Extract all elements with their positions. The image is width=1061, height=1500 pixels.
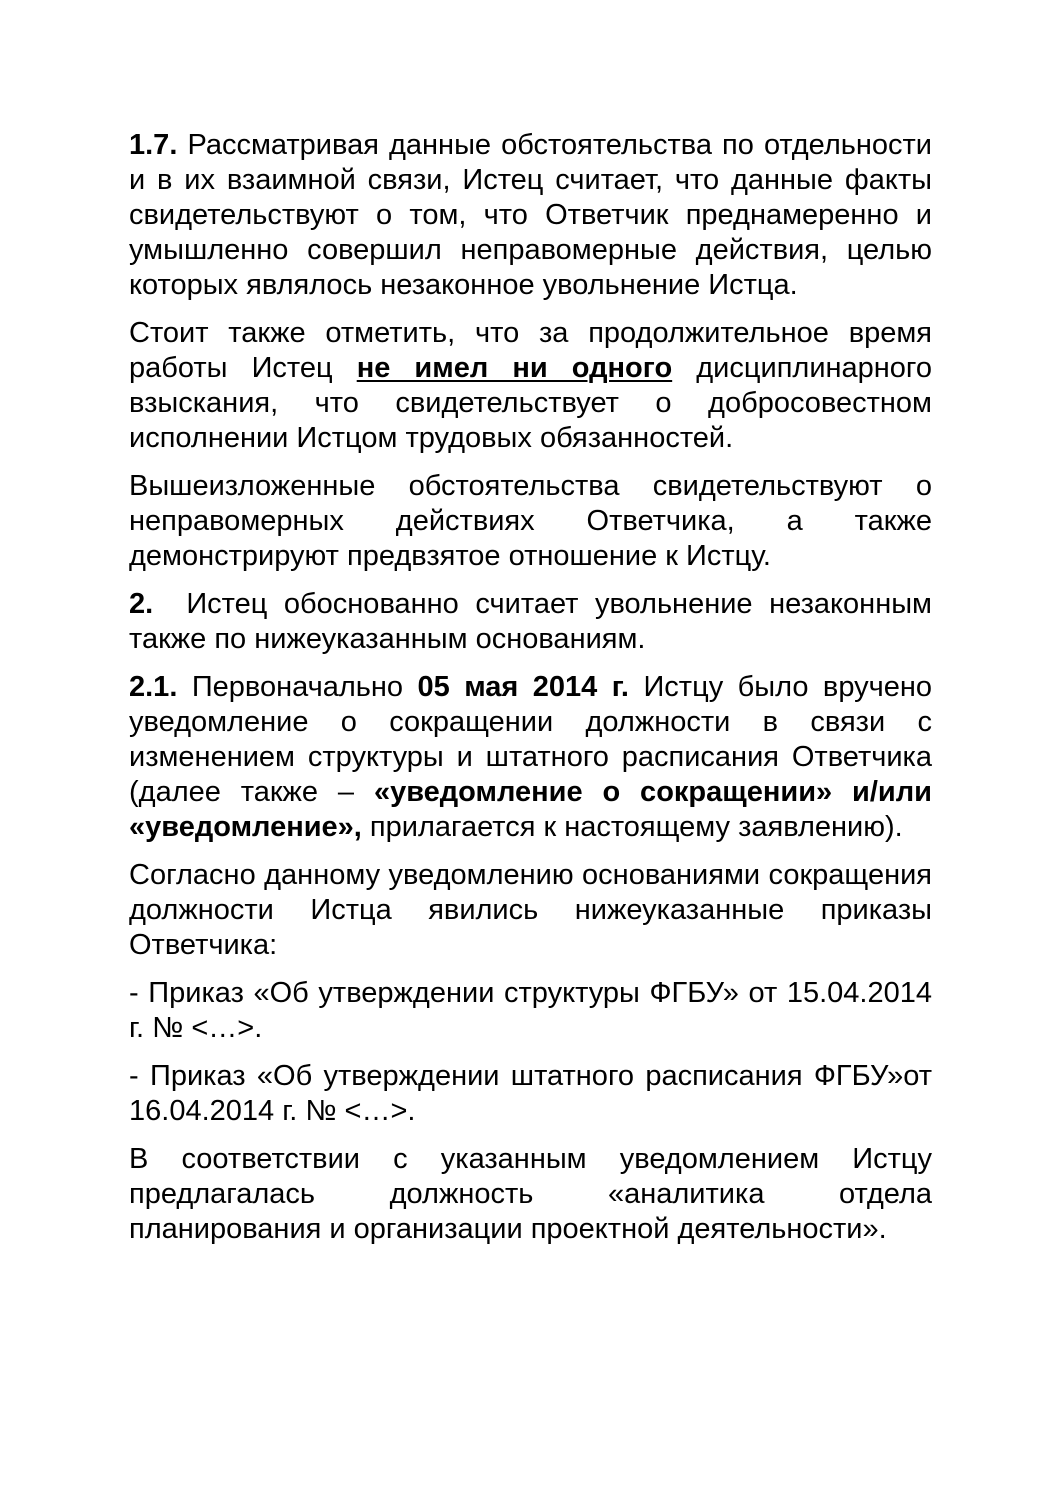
section-number: 2.1. <box>129 671 178 703</box>
paragraph-text: Первоначально <box>177 671 418 703</box>
paragraph-text: Вышеизложенные обстоятельства свидетельствуют о неправомерных действиях Ответчика, а также демонстрируют предвзятое отношение к Истцу. <box>129 470 932 572</box>
paragraph-basis <box>129 858 932 963</box>
paragraph-2-1 <box>129 670 932 845</box>
paragraph-text: - Приказ «Об утверждении штатного расписания ФГБУ»от 16.04.2014 г. № <…>. <box>129 1060 932 1127</box>
paragraph-disciplinary-note <box>129 316 932 456</box>
paragraph-2 <box>129 587 941 657</box>
paragraph-text: В соответствии с указанным уведомлением Истцу предлагалась должность «аналитика отдела планирования и организации проектной деятельности». <box>129 1143 932 1245</box>
defined-term: «уведомление о сокращении» и/или «уведомление», <box>129 776 932 843</box>
underlined-emphasis: не имел ни одного <box>356 352 673 384</box>
paragraph-1-7 <box>129 128 932 303</box>
paragraph-text: Согласно данному уведомлению основаниями сокращения должности Истца явились нижеуказанные приказы Ответчика: <box>129 859 932 961</box>
paragraph-text: дисциплинарного взыскания, что свидетельствует о добросовестном исполнении Истцом трудовых обязанностей. <box>129 352 932 454</box>
list-item-order-structure <box>129 976 932 1046</box>
paragraph-text: - Приказ «Об утверждении структуры ФГБУ» от 15.04.2014 г. № <…>. <box>129 977 932 1044</box>
paragraph-text: Истец обоснованно считает увольнение незаконным также по нижеуказанным основаниям. <box>129 588 941 655</box>
paragraph-text: Рассматривая данные обстоятельства по отдельности и в их взаимной связи, Истец считает, что данные факты свидетельствуют о том, что Ответчик преднамеренно и умышленно совершил неправомерные действия, целью которых являлось незаконное увольнение Истца. <box>129 129 932 301</box>
list-item-order-staffing <box>129 1059 932 1129</box>
paragraph-text: Стоит также отметить, что за продолжительное время работы Истец <box>129 317 932 384</box>
section-number: 1.7. <box>129 129 178 161</box>
paragraph-summary <box>129 469 932 574</box>
paragraph-text: прилагается к настоящему заявлению). <box>361 811 903 843</box>
document-page <box>129 128 941 1260</box>
notice-date: 05 мая 2014 г. <box>417 671 629 703</box>
paragraph-offer <box>129 1142 932 1247</box>
section-number: 2. <box>129 588 154 620</box>
paragraph-text: Истцу было вручено уведомление о сокращении должности в связи с изменением структуры и штатного расписания Ответчика (далее также – <box>129 671 933 808</box>
